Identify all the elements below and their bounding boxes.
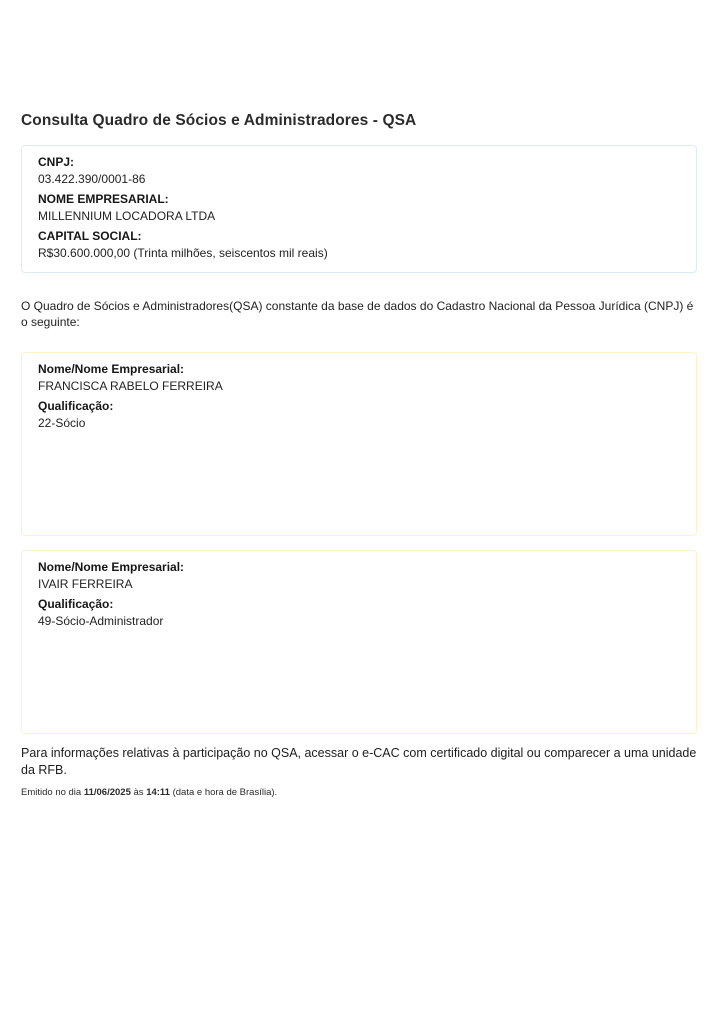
partner-card [21,352,697,536]
partner-card [21,550,697,734]
qualification-value: 22-Sócio [38,416,86,430]
partner-name-label: Nome/Nome Empresarial: [38,362,185,376]
partner-name-value: IVAIR FERREIRA [38,577,133,591]
emission-prefix: Emitido no dia [21,787,84,798]
partner-name-label: Nome/Nome Empresarial: [38,560,185,574]
emission-time: 14:11 [146,787,170,798]
qualification-label: Qualificação: [38,399,114,413]
company-info-card [21,145,697,273]
capital-social-label: CAPITAL SOCIAL: [38,229,142,243]
cnpj-label: CNPJ: [38,155,75,169]
qsa-intro-text: O Quadro de Sócios e Administradores(QSA) constante da base de dados do Cadastro Nacional da Pessoa Jurídica (CNPJ) é o seguinte: [21,299,694,329]
cnpj-value: 03.422.390/0001-86 [38,172,146,186]
partner-name-value: FRANCISCA RABELO FERREIRA [38,379,223,393]
qualification-label: Qualificação: [38,597,114,611]
page-title: Consulta Quadro de Sócios e Administradores - QSA [21,112,417,129]
company-name-label: NOME EMPRESARIAL: [38,192,169,206]
qualification-value: 49-Sócio-Administrador [38,614,164,628]
company-name-value: MILLENNIUM LOCADORA LTDA [38,209,216,223]
emission-info [21,787,697,799]
emission-suffix: (data e hora de Brasília). [169,787,278,798]
capital-social-value: R$30.600.000,00 (Trinta milhões, seiscentos mil reais) [38,246,328,260]
emission-date: 11/06/2025 [83,787,131,798]
emission-middle: às [130,787,147,798]
participation-info-note: Para informações relativas à participação no QSA, acessar o e-CAC com certificado digital ou comparecer a uma unidade da RFB. [21,746,697,777]
